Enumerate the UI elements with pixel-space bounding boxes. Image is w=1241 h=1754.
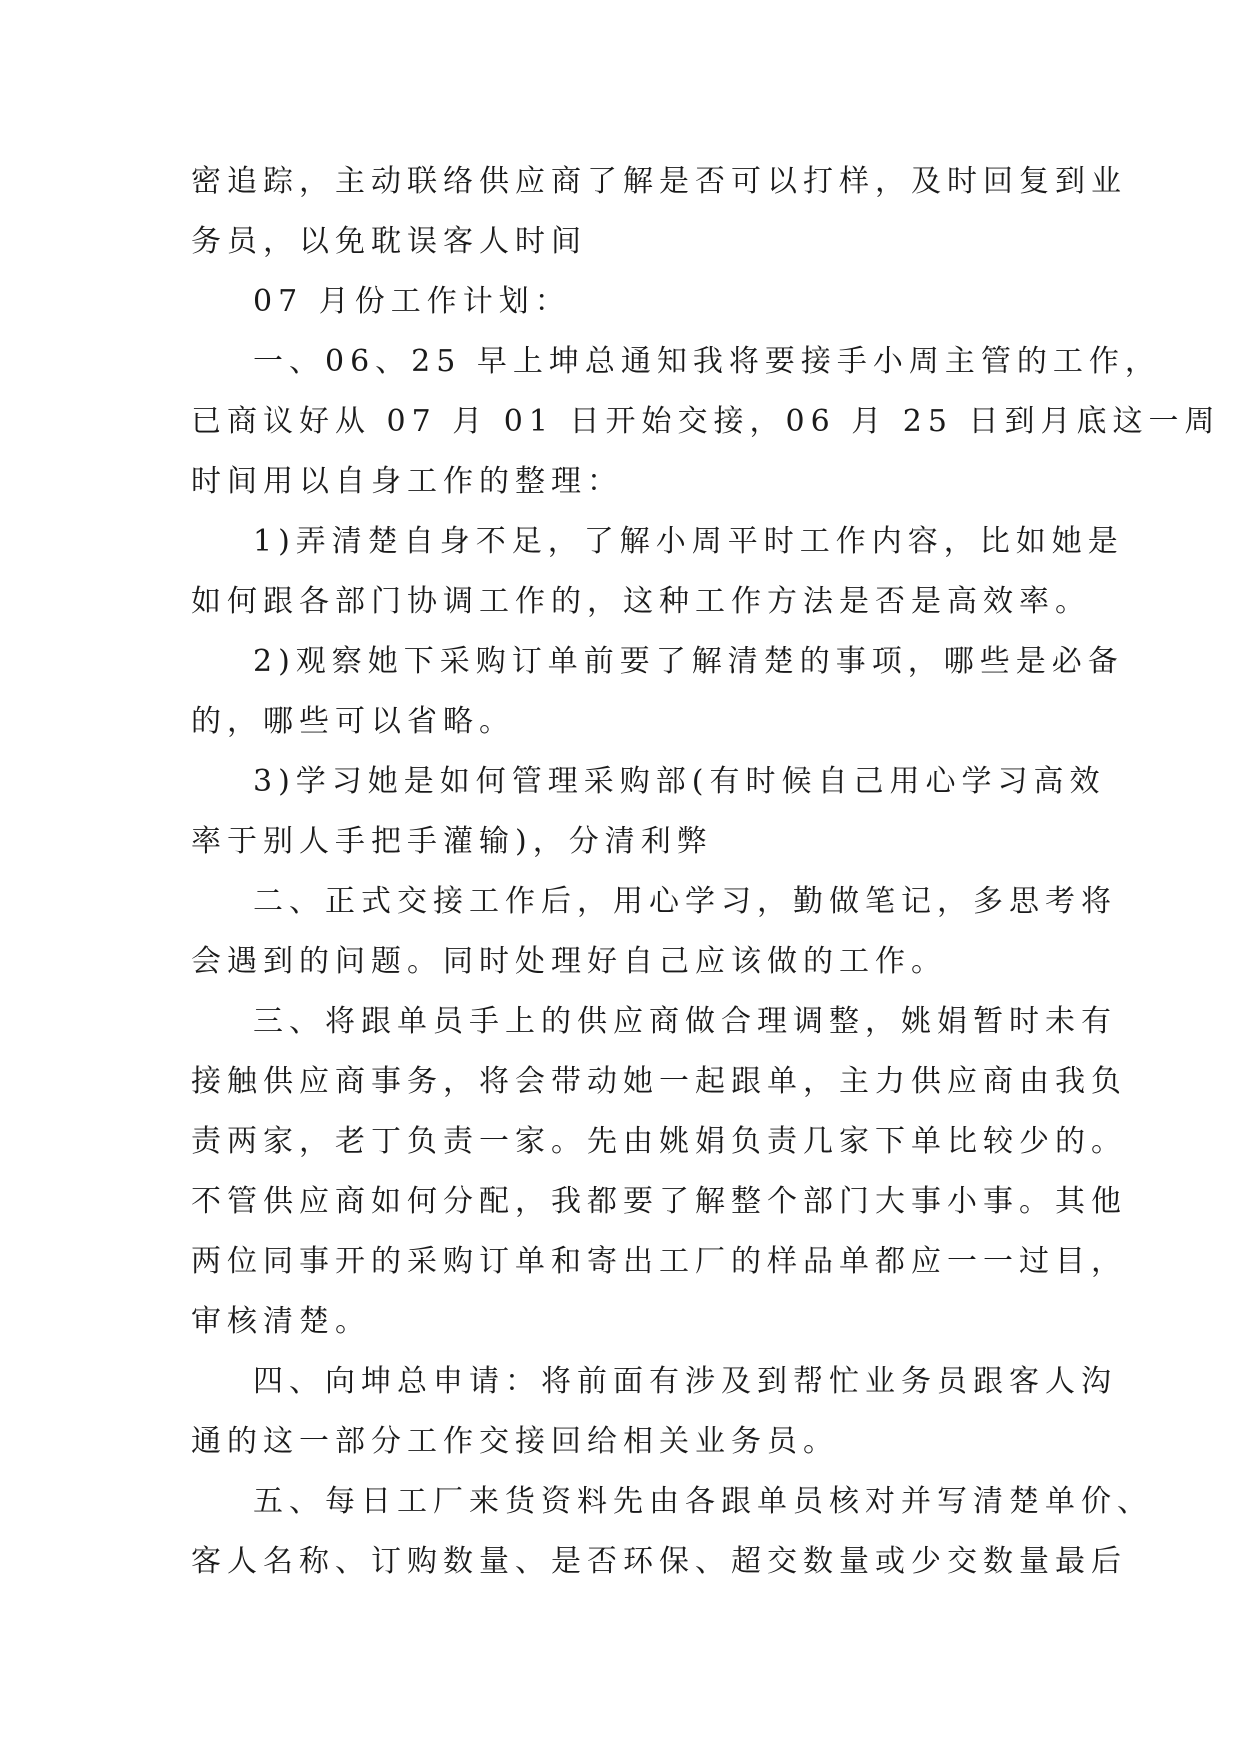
text-line: 1)弄清楚自身不足，了解小周平时工作内容，比如她是 — [253, 524, 1124, 559]
text-line: 务员，以免耽误客人时间 — [191, 224, 587, 259]
text-line: 不管供应商如何分配，我都要了解整个部门大事小事。其他 — [191, 1184, 1127, 1219]
text-line: 2)观察她下采购订单前要了解清楚的事项，哪些是必备 — [253, 644, 1124, 679]
text-line: 四、向坤总申请：将前面有涉及到帮忙业务员跟客人沟 — [253, 1364, 1117, 1399]
text-line: 会遇到的问题。同时处理好自己应该做的工作。 — [191, 944, 947, 979]
text-line: 已商议好从 07 月 01 日开始交接，06 月 25 日到月底这一周 — [191, 404, 1221, 439]
text-line: 三、将跟单员手上的供应商做合理调整，姚娟暂时未有 — [253, 1004, 1117, 1039]
text-line: 五、每日工厂来货资料先由各跟单员核对并写清楚单价、 — [253, 1484, 1153, 1519]
text-line: 通的这一部分工作交接回给相关业务员。 — [191, 1424, 839, 1459]
text-line: 密追踪，主动联络供应商了解是否可以打样，及时回复到业 — [191, 164, 1127, 199]
text-line: 一、06、25 早上坤总通知我将要接手小周主管的工作， — [253, 344, 1161, 379]
text-line: 时间用以自身工作的整理： — [191, 464, 623, 499]
text-line: 如何跟各部门协调工作的，这种工作方法是否是高效率。 — [191, 584, 1091, 619]
text-line: 两位同事开的采购订单和寄出工厂的样品单都应一一过目， — [191, 1244, 1127, 1279]
text-line: 的，哪些可以省略。 — [191, 704, 515, 739]
text-line: 审核清楚。 — [191, 1304, 371, 1339]
text-line: 责两家，老丁负责一家。先由姚娟负责几家下单比较少的。 — [191, 1124, 1127, 1159]
text-line: 二、正式交接工作后，用心学习，勤做笔记，多思考将 — [253, 884, 1117, 919]
section-heading: 07 月份工作计划： — [253, 284, 571, 319]
document-body — [191, 152, 1221, 1592]
text-line: 接触供应商事务，将会带动她一起跟单，主力供应商由我负 — [191, 1064, 1127, 1099]
text-line: 客人名称、订购数量、是否环保、超交数量或少交数量最后 — [191, 1544, 1127, 1579]
text-line: 率于别人手把手灌输)，分清利弊 — [191, 824, 713, 859]
text-line: 3)学习她是如何管理采购部(有时候自己用心学习高效 — [253, 764, 1106, 799]
